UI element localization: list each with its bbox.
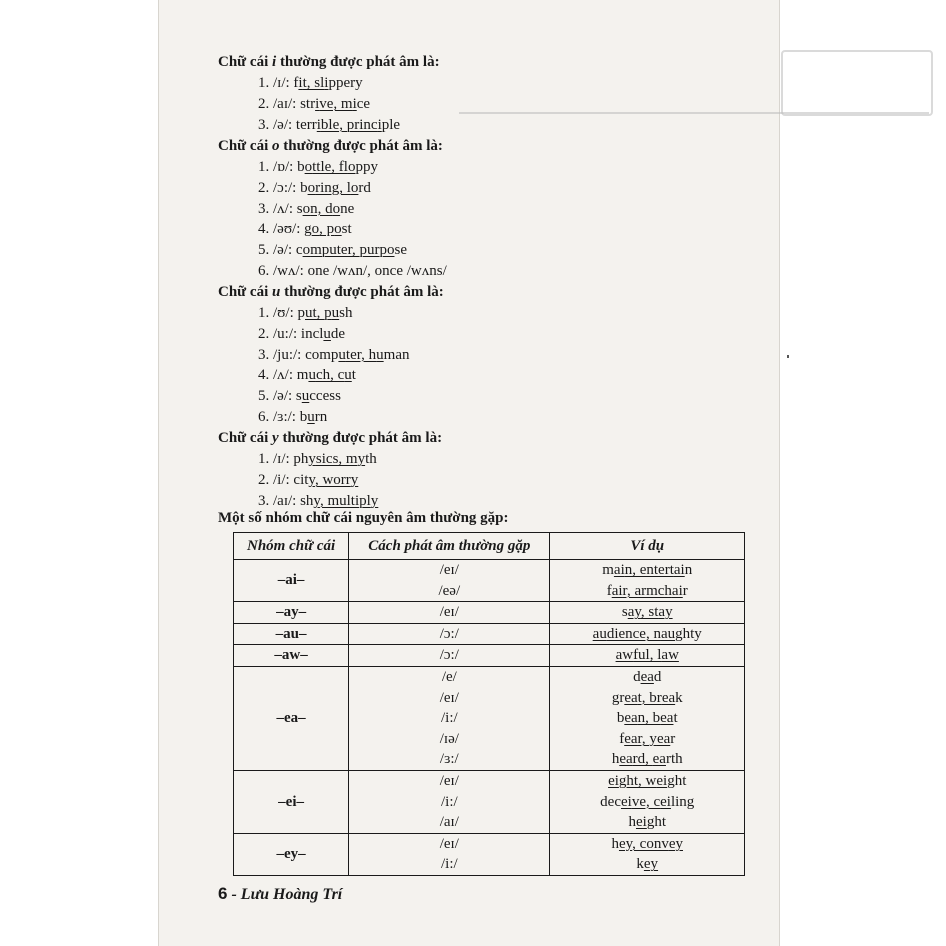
- footer-separator: -: [227, 886, 241, 903]
- item-ipa: /ʊ/:: [273, 305, 298, 321]
- item-ipa: /ʌ/:: [273, 200, 297, 217]
- list-item: [258, 407, 444, 428]
- section-heading: [218, 136, 447, 157]
- item-ipa: /əʊ/:: [273, 221, 305, 238]
- example-line: [550, 560, 744, 581]
- table-row: [234, 833, 745, 875]
- example-underlined-1: o: [304, 159, 313, 175]
- pronunciation-cell: [349, 770, 550, 833]
- table-row: [234, 560, 745, 602]
- item-number: 3.: [258, 346, 273, 363]
- item-ipa: /ə/:: [273, 116, 296, 133]
- example-line: [550, 667, 744, 688]
- example-underlined-1: i: [315, 95, 320, 112]
- example-underlined-3: u: [331, 305, 340, 321]
- header-pronunciation: Cách phát âm thường gặp: [349, 533, 550, 560]
- example-underlined-3: y: [350, 471, 359, 488]
- pronunciation-cell: [349, 833, 550, 875]
- example-text-3: st: [341, 221, 352, 238]
- example-underlined-2: ble, princ: [320, 116, 378, 133]
- word-text-3: r: [682, 582, 688, 599]
- word-underlined-3: ea: [660, 710, 674, 727]
- example-text-0: one /wʌn/, once /wʌns/: [307, 262, 447, 279]
- list-item: [258, 470, 442, 491]
- item-ipa: /ɜ:/:: [273, 408, 300, 425]
- example-underlined-2: ttle, fl: [312, 159, 348, 175]
- heading-pre: Chữ cái: [218, 284, 273, 300]
- example-underlined-3: i: [352, 95, 357, 112]
- item-number: 2.: [258, 179, 273, 196]
- list-item: [258, 157, 447, 178]
- example-line: [550, 729, 744, 750]
- example-line: [550, 624, 744, 645]
- example-line: [550, 645, 744, 666]
- example-underlined-2: n, d: [310, 200, 333, 217]
- example-underlined-3: u: [376, 346, 384, 363]
- word-text-3: t: [673, 710, 678, 727]
- item-ipa: /i/:: [273, 471, 294, 488]
- word-text-0: b: [616, 710, 625, 727]
- word-underlined-1: ey: [643, 856, 659, 873]
- item-ipa: /ə/:: [273, 388, 296, 405]
- list-item: [258, 303, 444, 324]
- heading-post: thường được phát âm là:: [279, 138, 443, 154]
- example-line: [550, 581, 744, 602]
- letter-section-u: [218, 282, 444, 428]
- example-text-0: c: [295, 242, 303, 259]
- section-heading: [218, 428, 442, 449]
- word-text-3: rth: [665, 751, 683, 768]
- example-text-3: sh: [339, 305, 353, 321]
- word-underlined-2: ght, w: [618, 772, 657, 789]
- heading-post: thường được phát âm là:: [276, 54, 440, 70]
- example-underlined-3: y: [357, 451, 366, 467]
- letter-group-cell: –aw–: [234, 645, 349, 667]
- example-underlined-2: ring, l: [315, 179, 351, 196]
- heading-letter: i: [272, 54, 277, 70]
- word-underlined-1: au: [592, 625, 607, 642]
- list-item: [258, 449, 442, 470]
- list-item: [258, 115, 440, 136]
- item-ipa: /aɪ/:: [273, 95, 301, 112]
- example-line: [550, 792, 744, 813]
- word-text-3: ght: [667, 772, 687, 789]
- example-underlined-2: ter, h: [345, 346, 377, 363]
- word-underlined-2: ful, l: [633, 647, 662, 664]
- ipa-line: /aɪ/: [439, 814, 459, 831]
- list-item: [258, 73, 440, 94]
- section-heading: [218, 282, 444, 303]
- table-row: [234, 623, 745, 645]
- table-title: Một số nhóm chữ cái nguyên âm thường gặp:: [218, 510, 509, 526]
- example-text-3: rd: [358, 179, 371, 196]
- table-row: [234, 645, 745, 667]
- word-text-0: h: [628, 814, 636, 831]
- pronunciation-list: [218, 73, 440, 135]
- example-text-1: rn: [314, 408, 328, 425]
- letter-section-o: [218, 136, 447, 282]
- example-underlined-2: , worr: [314, 471, 351, 488]
- example-underlined-1: i: [298, 75, 303, 91]
- item-number: 6.: [258, 408, 273, 425]
- example-line: [550, 708, 744, 729]
- item-ipa: /ɪ/:: [273, 451, 294, 467]
- letter-group-cell: –ey–: [234, 833, 349, 875]
- word-underlined-1: ea: [624, 730, 638, 747]
- table-header-row: [234, 533, 745, 560]
- word-underlined-3: ei: [660, 793, 671, 810]
- example-underlined-2: , multipl: [319, 492, 371, 509]
- letter-group-cell: –au–: [234, 623, 349, 645]
- letter-group-cell: –ei–: [234, 770, 349, 833]
- ipa-line: /i:/: [440, 793, 458, 810]
- section-heading: [218, 52, 440, 73]
- heading-pre: Chữ cái: [218, 138, 273, 154]
- table-row: [234, 666, 745, 770]
- example-text-3: ppy: [355, 159, 378, 175]
- word-underlined-2: r, armch: [622, 582, 672, 599]
- example-underlined-1: u: [307, 408, 315, 425]
- word-text-3: ghty: [675, 625, 702, 642]
- word-underlined-1: ea: [624, 710, 638, 727]
- word-text-0: h: [611, 751, 620, 768]
- word-text-0: gr: [611, 689, 625, 706]
- ipa-line: /ɔ:/: [439, 647, 459, 664]
- word-underlined-3: aw: [661, 647, 679, 664]
- word-text-0: m: [602, 562, 614, 578]
- ipa-line: /i:/: [440, 856, 458, 873]
- item-ipa: /aɪ/:: [273, 492, 301, 509]
- example-text-3: ppery: [328, 75, 363, 91]
- page-footer: [218, 884, 342, 904]
- list-item: [258, 365, 444, 386]
- word-underlined-2: ve, c: [631, 793, 661, 810]
- example-underlined-1: u: [305, 305, 313, 321]
- heading-post: thường được phát âm là:: [280, 284, 444, 300]
- example-text-0: f: [293, 75, 299, 91]
- example-text-0: s: [296, 200, 303, 217]
- example-text-3: ce: [356, 95, 371, 112]
- word-text-0: f: [619, 730, 625, 747]
- ipa-line: /ɪə/: [439, 730, 459, 747]
- word-text-0: f: [606, 582, 612, 599]
- item-number: 4.: [258, 221, 273, 238]
- item-ipa: /u:/:: [273, 325, 301, 342]
- example-text-0: str: [300, 95, 316, 112]
- word-underlined-3: ea: [656, 730, 671, 747]
- example-underlined-3: y: [370, 492, 379, 509]
- example-cell: [550, 833, 745, 875]
- example-underlined-2: sics, m: [315, 451, 358, 467]
- example-underlined-2: t, p: [312, 305, 332, 321]
- example-underlined-1: o: [302, 200, 311, 217]
- word-text-0: h: [611, 835, 619, 852]
- example-line: [550, 771, 744, 792]
- example-line: [550, 854, 744, 875]
- example-underlined-3: u: [344, 367, 352, 384]
- example-text-0: p: [297, 305, 305, 321]
- pronunciation-list: [218, 449, 442, 511]
- example-underlined-3: o: [332, 200, 341, 217]
- example-text-0: b: [297, 159, 305, 175]
- example-underlined-1: o: [311, 221, 320, 238]
- heading-pre: Chữ cái: [218, 54, 273, 70]
- example-text-0: ph: [293, 451, 309, 467]
- word-text-3: ling: [670, 793, 695, 810]
- example-cell: [550, 645, 745, 667]
- example-text-1: ccess: [309, 388, 341, 405]
- example-line: [550, 834, 744, 855]
- pronunciation-cell: [349, 645, 550, 667]
- word-text-0: k: [636, 856, 644, 873]
- header-letter-group: Nhóm chữ cái: [234, 533, 349, 560]
- item-ipa: /ɪ/:: [273, 75, 294, 91]
- author-name: Lưu Hoàng Trí: [240, 886, 343, 903]
- item-number: 2.: [258, 95, 273, 112]
- example-text-0: sh: [300, 492, 314, 509]
- example-underlined-2: ch, c: [315, 367, 345, 384]
- item-ipa: /ju:/:: [273, 346, 306, 363]
- word-underlined-1: aw: [615, 647, 634, 664]
- word-underlined-2: n, entert: [624, 562, 674, 578]
- example-cell: [550, 560, 745, 602]
- ipa-line: /eɪ/: [439, 835, 459, 852]
- list-item: [258, 386, 444, 407]
- word-underlined-1: ei: [635, 814, 647, 831]
- example-underlined-3: i: [377, 116, 382, 133]
- word-underlined-1: ea: [619, 751, 633, 768]
- word-underlined-1: ey: [618, 835, 633, 852]
- example-underlined-1: u: [323, 325, 331, 342]
- word-underlined-2: n, b: [637, 710, 661, 727]
- letter-group-cell: –ay–: [234, 602, 349, 624]
- item-ipa: /ə/:: [273, 242, 296, 259]
- word-underlined-2: dience, n: [606, 625, 661, 642]
- word-underlined-1: ea: [624, 689, 638, 706]
- example-underlined-3: o: [334, 221, 342, 238]
- example-line: [550, 812, 744, 833]
- pronunciation-cell: [349, 623, 550, 645]
- item-number: 1.: [258, 159, 273, 175]
- ipa-line: /e/: [441, 668, 457, 685]
- example-cell: [550, 623, 745, 645]
- heading-pre: Chữ cái: [218, 430, 273, 446]
- word-text-0: dec: [600, 793, 621, 810]
- ipa-line: /eɪ/: [439, 562, 459, 578]
- example-underlined-2: , p: [319, 221, 335, 238]
- list-item: [258, 178, 447, 199]
- item-number: 3.: [258, 492, 273, 509]
- item-ipa: /wʌ/:: [273, 262, 308, 279]
- word-underlined-1: ay: [627, 604, 641, 621]
- letter-group-cell: –ai–: [234, 560, 349, 602]
- example-text-3: se: [394, 242, 407, 259]
- word-text-0: d: [633, 668, 641, 685]
- word-text-0: s: [621, 604, 628, 621]
- header-example: Ví dụ: [550, 533, 745, 560]
- heading-letter: u: [272, 284, 281, 300]
- example-line: [550, 688, 744, 709]
- ipa-line: /i:/: [440, 710, 458, 727]
- pronunciation-cell: [349, 560, 550, 602]
- word-underlined-2: , conv: [632, 835, 669, 852]
- item-number: 5.: [258, 388, 273, 405]
- item-number: 4.: [258, 367, 273, 384]
- example-underlined-1: u: [308, 367, 316, 384]
- example-text-3: t: [351, 367, 356, 384]
- list-item: [258, 199, 447, 220]
- word-underlined-3: ei: [656, 772, 668, 789]
- example-underlined-2: t, sl: [302, 75, 325, 91]
- item-number: 5.: [258, 242, 273, 259]
- word-underlined-2: r, y: [637, 730, 657, 747]
- word-text-3: r: [670, 730, 676, 747]
- word-underlined-1: ei: [608, 772, 619, 789]
- example-text-0: b: [300, 179, 308, 196]
- pronunciation-list: [218, 157, 447, 282]
- word-underlined-3: ai: [673, 562, 685, 578]
- pronunciation-list: [218, 303, 444, 428]
- word-underlined-1: ai: [611, 582, 623, 599]
- example-text-0: g: [304, 221, 312, 238]
- example-text-3: ple: [381, 116, 401, 133]
- letter-section-y: [218, 428, 442, 511]
- example-underlined-3: o: [347, 159, 356, 175]
- heading-letter: y: [272, 430, 279, 446]
- ipa-line: /ɔ:/: [439, 625, 459, 642]
- word-underlined-2: , st: [640, 604, 659, 621]
- item-number: 2.: [258, 471, 273, 488]
- example-underlined-1: u: [338, 346, 346, 363]
- item-number: 6.: [258, 262, 273, 279]
- ipa-line: /ɜ:/: [439, 751, 459, 768]
- heading-post: thường được phát âm là:: [278, 430, 443, 446]
- word-underlined-3: ai: [671, 582, 683, 599]
- ipa-line: /eɪ/: [439, 604, 459, 621]
- example-text-3: ne: [340, 200, 355, 217]
- example-text-0: terr: [295, 116, 317, 133]
- example-underlined-1: u: [301, 388, 310, 405]
- word-underlined-3: ey: [668, 835, 683, 852]
- example-text-0: cit: [293, 471, 309, 488]
- letter-group-cell: –ea–: [234, 666, 349, 770]
- example-underlined-1: y: [308, 451, 316, 467]
- item-number: 2.: [258, 325, 273, 342]
- list-item: [258, 345, 444, 366]
- example-text-0: incl: [300, 325, 324, 342]
- example-underlined-1: i: [316, 116, 321, 133]
- example-text-0: comp: [305, 346, 339, 363]
- word-underlined-2: t, br: [637, 689, 662, 706]
- word-underlined-3: ea: [661, 689, 676, 706]
- word-underlined-3: au: [660, 625, 676, 642]
- pronunciation-cell: [349, 602, 550, 624]
- item-number: 3.: [258, 116, 273, 133]
- ipa-line: /eɪ/: [439, 689, 459, 706]
- example-underlined-2: ve, m: [319, 95, 353, 112]
- example-text-0: s: [295, 388, 302, 405]
- letter-section-i: [218, 52, 440, 135]
- example-underlined-1: o: [302, 242, 311, 259]
- word-underlined-3: ay: [658, 604, 673, 621]
- example-underlined-3: o: [350, 179, 359, 196]
- example-underlined-3: o: [386, 242, 395, 259]
- word-text-1: d: [653, 668, 662, 685]
- list-item: [258, 240, 447, 261]
- item-number: 1.: [258, 305, 273, 321]
- page-number: 6: [218, 884, 228, 903]
- example-text-3: man: [383, 346, 410, 363]
- list-item: [258, 261, 447, 282]
- word-text-3: n: [684, 562, 693, 578]
- word-underlined-1: ea: [640, 668, 654, 685]
- word-underlined-2: rd,: [632, 751, 653, 768]
- word-underlined-1: ai: [613, 562, 625, 578]
- example-underlined-1: o: [307, 179, 316, 196]
- item-ipa: /ɔ:/:: [273, 179, 301, 196]
- ipa-line: /eə/: [438, 582, 461, 599]
- table-row: [234, 602, 745, 624]
- item-number: 1.: [258, 75, 273, 91]
- example-underlined-1: y: [313, 492, 320, 509]
- example-text-0: m: [296, 367, 309, 384]
- list-item: [258, 94, 440, 115]
- vowel-group-table: [233, 532, 745, 876]
- item-number: 1.: [258, 451, 273, 467]
- word-underlined-1: ei: [620, 793, 632, 810]
- example-text-0: b: [299, 408, 308, 425]
- word-text-3: k: [675, 689, 683, 706]
- example-line: [550, 749, 744, 770]
- example-underlined-1: y: [308, 471, 315, 488]
- list-item: [258, 219, 447, 240]
- word-underlined-3: ea: [652, 751, 666, 768]
- item-number: 3.: [258, 200, 273, 217]
- example-text-1: de: [330, 325, 346, 342]
- item-ipa: /ʌ/:: [273, 367, 297, 384]
- list-item: [258, 324, 444, 345]
- example-underlined-3: i: [324, 75, 329, 91]
- example-cell: [550, 602, 745, 624]
- example-cell: [550, 770, 745, 833]
- ipa-line: /eɪ/: [439, 772, 459, 789]
- pronunciation-cell: [349, 666, 550, 770]
- example-text-3: th: [365, 451, 377, 467]
- word-text-1: ght: [646, 814, 666, 831]
- example-underlined-2: mputer, purp: [310, 242, 387, 259]
- example-line: [550, 602, 744, 623]
- example-cell: [550, 666, 745, 770]
- table-row: [234, 770, 745, 833]
- heading-letter: o: [272, 138, 280, 154]
- item-ipa: /ɒ/:: [273, 159, 298, 175]
